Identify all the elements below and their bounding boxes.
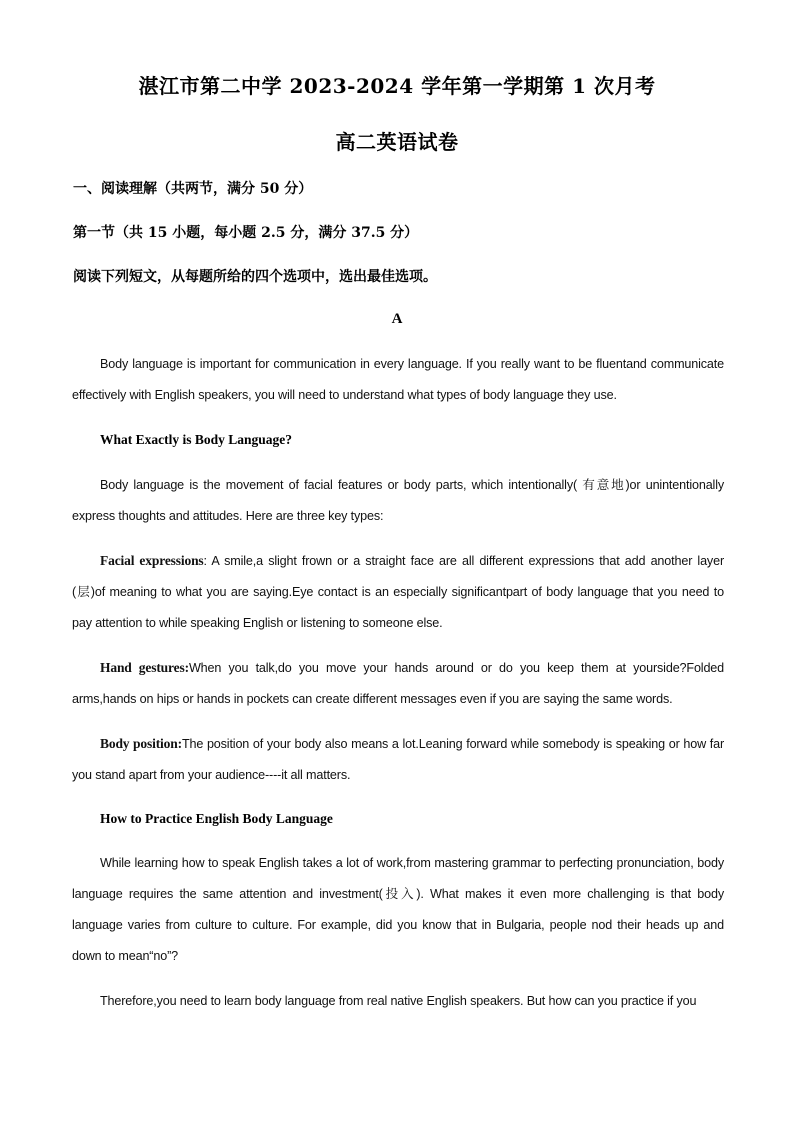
exam-subtitle: 高二英语试卷 [335,130,459,154]
instruction-text: 阅读下列短文，从每题所给的四个选项中，选出最佳选项。 [73,269,437,285]
paragraph-body-position [72,728,724,791]
term-facial-expressions: Facial expressions [100,553,204,568]
passage-label: A [391,311,403,327]
passage-definition: Body language is the movement of facial features or body parts, which intentionally( 有意地)or unintentionally express thoughts and attitudes. Here are three key types: [72,478,724,523]
part-heading: 一、阅读理解（共两节，满分 50 分） [73,181,313,197]
text-facial-expressions: : A smile,a slight frown or a straight face are all different expressions that add another layer (层)of meaning to what you are saying.Eye contact is an especially significantpart of body language that you need to pay attention to while speaking English or listening to someone else. [72,554,724,630]
text-body-position: The position of your body also means a lot.Leaning forward while somebody is speaking or how far you stand apart from your audience----it all matters. [72,737,724,782]
exam-title: 湛江市第二中学 2023-2024 学年第一学期第 1 次月考 [138,74,656,98]
subheading-how-to-practice: How to Practice English Body Language [100,811,333,826]
section-heading: 第一节（共 15 小题，每小题 2.5 分，满分 37.5 分） [73,225,419,241]
paragraph-hand-gestures [72,652,724,715]
passage-practice-1: While learning how to speak English takes a lot of work,from mastering grammar to perfecting pronunciation, body language requires the same attention and investment(投入). What makes it even more challenging is that body language varies from culture to culture. For example, did you know that in Bulgaria, people nod their heads up and down to mean“no”? [72,856,724,963]
term-body-position: Body position: [100,736,182,751]
paragraph-facial-expressions [72,545,724,639]
passage-intro: Body language is important for communication in every language. If you really want to be fluentand communicate effectively with English speakers, you will need to understand what types of body language they use. [72,357,724,402]
text-hand-gestures: When you talk,do you move your hands around or do you keep them at yourside?Folded arms,hands on hips or hands in pockets can create different messages even if you are saying the same words. [72,661,725,706]
passage-practice-2: Therefore,you need to learn body language from real native English speakers. But how can you practice if you [100,994,697,1008]
subheading-what-is-body-language: What Exactly is Body Language? [100,432,293,447]
term-hand-gestures: Hand gestures: [100,660,189,675]
